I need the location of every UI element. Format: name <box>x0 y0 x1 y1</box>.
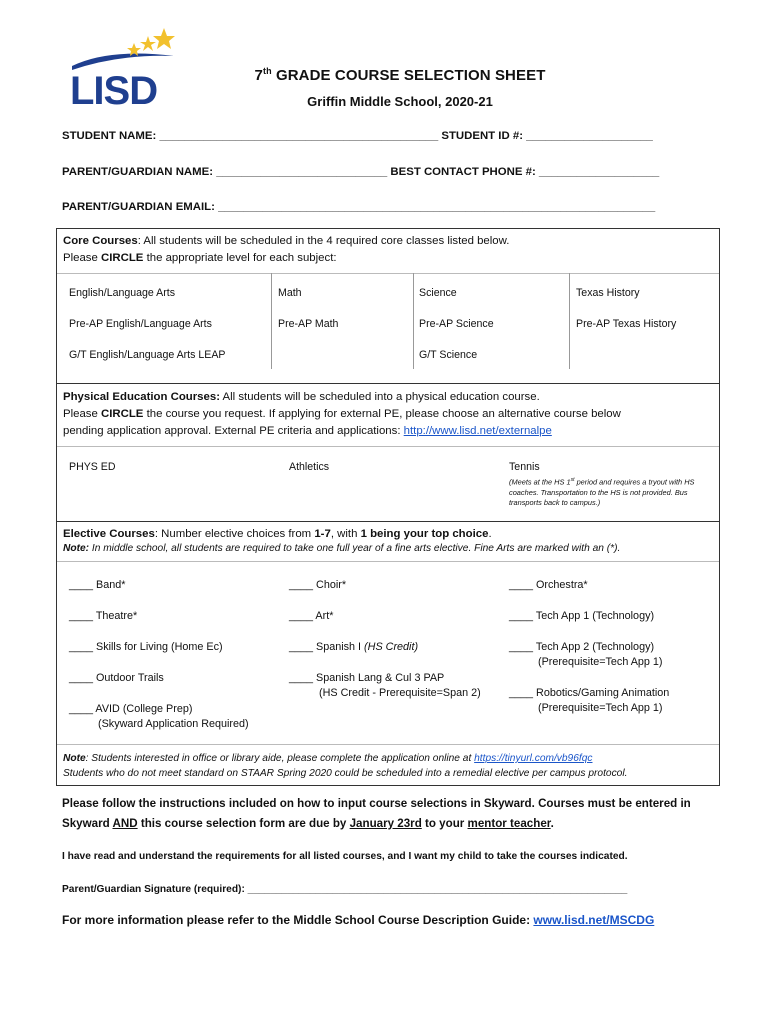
student-name-field[interactable]: STUDENT NAME: ____________________________________________ STUDENT ID #: ____________________ <box>62 130 653 142</box>
elective-art[interactable]: ____ Art* <box>289 610 334 622</box>
core-option-texas-history[interactable]: Texas History <box>576 287 640 299</box>
tennis-note: (Meets at the HS 1st period and requires a tryout with HS coaches. Transportation to the HS is not provided. Bus transports back to campus.) <box>509 477 695 508</box>
pe-criteria-line: pending application approval. External PE criteria and applications: http://www.lisd.net/externalpe <box>63 425 552 437</box>
core-courses-section <box>56 228 720 384</box>
pe-option-athletics[interactable]: Athletics <box>289 461 330 473</box>
elective-avid-note: (Skyward Application Required) <box>98 718 249 730</box>
parent-email-field[interactable]: PARENT/GUARDIAN EMAIL: _____________________________________________________________________ <box>62 201 656 213</box>
star-icon <box>153 28 175 49</box>
elective-band[interactable]: ____ Band* <box>69 579 126 591</box>
elective-tech-app-1[interactable]: ____ Tech App 1 (Technology) <box>509 610 655 622</box>
core-heading-line: Core Courses: All students will be scheduled in the 4 required core classes listed below. <box>63 235 510 247</box>
elective-spanish-1[interactable]: ____ Spanish I (HS Credit) <box>289 641 419 653</box>
course-guide-link[interactable]: www.lisd.net/MSCDG <box>533 913 655 927</box>
pe-option-tennis[interactable]: Tennis <box>509 461 540 473</box>
elective-spanish-3-pap[interactable]: ____ Spanish Lang & Cul 3 PAP <box>289 672 445 684</box>
elective-tech-app-2-note: (Prerequisite=Tech App 1) <box>538 656 663 668</box>
elective-courses-section <box>56 522 720 786</box>
core-col-divider <box>271 273 272 369</box>
elective-heading-line: Elective Courses: Number elective choices from 1-7, with 1 being your top choice. <box>63 528 492 540</box>
fine-arts-note: Note: In middle school, all students are required to take one full year of a fine arts elective. Fine Arts are marked with an (*). <box>63 543 621 554</box>
parent-name-field[interactable]: PARENT/GUARDIAN NAME: ___________________________ BEST CONTACT PHONE #: ___________________ <box>62 166 660 178</box>
elective-tech-app-2[interactable]: ____ Tech App 2 (Technology) <box>509 641 655 653</box>
core-option-gt-ela[interactable]: G/T English/Language Arts LEAP <box>69 349 226 361</box>
core-option-math[interactable]: Math <box>278 287 302 299</box>
parent-signature-field[interactable]: Parent/Guardian Signature (required): ___________________________________________________________________ <box>62 884 628 895</box>
staar-note: Students who do not meet standard on STAAR Spring 2020 could be scheduled into a remedial elective per campus protocol. <box>63 768 628 779</box>
core-col-divider <box>413 273 414 369</box>
external-pe-link[interactable]: http://www.lisd.net/externalpe <box>403 425 552 437</box>
aide-note: Note: Students interested in office or library aide, please complete the application online at https://tinyurl.com/vb96fqc <box>63 753 593 764</box>
core-instruction-line: Please CIRCLE the appropriate level for each subject: <box>63 252 337 264</box>
core-option-gt-science[interactable]: G/T Science <box>419 349 478 361</box>
core-option-preap-texas-history[interactable]: Pre-AP Texas History <box>576 318 677 330</box>
elective-avid[interactable]: ____ AVID (College Prep) <box>69 703 193 715</box>
core-divider <box>57 273 719 274</box>
aide-application-link[interactable]: https://tinyurl.com/vb96fqc <box>474 753 593 764</box>
core-col-divider <box>569 273 570 369</box>
elective-note-divider <box>57 744 719 745</box>
logo-text: LISD <box>70 69 158 108</box>
elective-choir[interactable]: ____ Choir* <box>289 579 347 591</box>
elective-robotics[interactable]: ____ Robotics/Gaming Animation <box>509 687 670 699</box>
more-info-line: For more information please refer to the Middle School Course Description Guide: www.lisd.net/MSCDG <box>62 913 655 927</box>
elective-robotics-note: (Prerequisite=Tech App 1) <box>538 702 663 714</box>
pe-instruction-line: Please CIRCLE the course you request. If applying for external PE, please choose an alternative course below <box>63 408 621 420</box>
core-option-science[interactable]: Science <box>419 287 457 299</box>
elective-theatre[interactable]: ____ Theatre* <box>69 610 138 622</box>
elective-skills-for-living[interactable]: ____ Skills for Living (Home Ec) <box>69 641 223 653</box>
pe-divider <box>57 446 719 447</box>
elective-orchestra[interactable]: ____ Orchestra* <box>509 579 588 591</box>
core-option-preap-ela[interactable]: Pre-AP English/Language Arts <box>69 318 212 330</box>
star-icon <box>140 36 156 51</box>
school-subtitle: Griffin Middle School, 2020-21 <box>307 94 493 109</box>
core-option-preap-math[interactable]: Pre-AP Math <box>278 318 339 330</box>
pe-heading-line: Physical Education Courses: All students will be scheduled into a physical education course. <box>63 391 540 403</box>
pe-courses-section <box>56 384 720 522</box>
core-option-preap-science[interactable]: Pre-AP Science <box>419 318 494 330</box>
core-option-ela[interactable]: English/Language Arts <box>69 287 176 299</box>
page-title: 7th GRADE COURSE SELECTION SHEET <box>254 66 546 84</box>
instructions-line-1: Please follow the instructions included on how to input course selections in Skyward. Courses must be entered in <box>62 797 691 810</box>
elective-outdoor-trails[interactable]: ____ Outdoor Trails <box>69 672 164 684</box>
pe-option-phys-ed[interactable]: PHYS ED <box>69 461 116 473</box>
instructions-line-2: Skyward AND this course selection form are due by January 23rd to your mentor teacher. <box>62 817 554 830</box>
elective-divider <box>57 561 719 562</box>
acknowledgement-text: I have read and understand the requirements for all listed courses, and I want my child to take the courses indicated. <box>62 851 628 862</box>
elective-spanish-3-note: (HS Credit - Prerequisite=Span 2) <box>319 687 481 699</box>
